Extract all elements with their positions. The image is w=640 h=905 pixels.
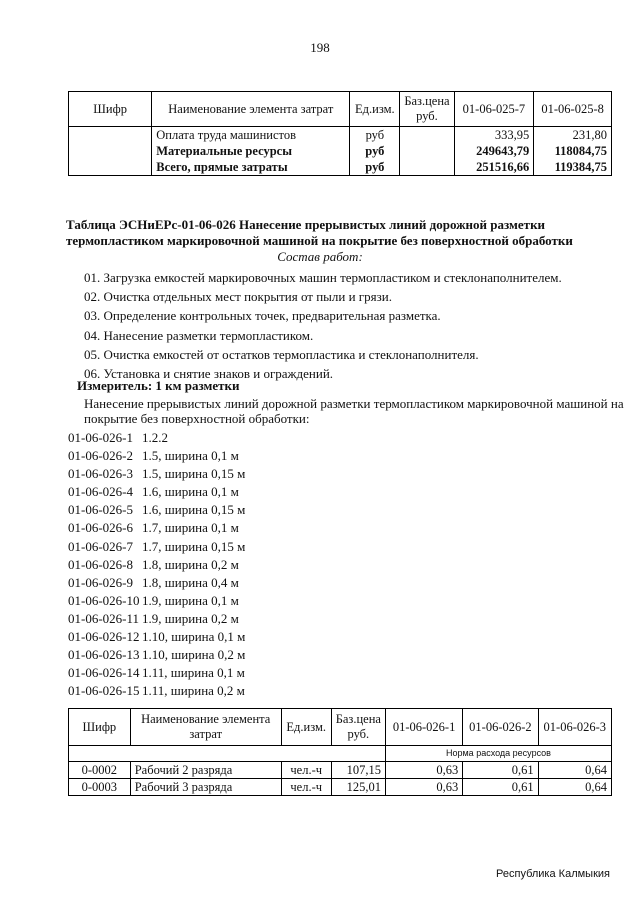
item-text: 1.5, ширина 0,15 м: [142, 466, 246, 482]
item-code: 01-06-026-1: [68, 430, 133, 445]
item-text: 1.6, ширина 0,1 м: [142, 484, 239, 500]
list-item: [68, 429, 245, 447]
works-list: [84, 268, 562, 383]
list-item: [68, 501, 245, 519]
row-unit: руб: [350, 127, 400, 144]
item-code: 01-06-026-11: [68, 610, 140, 626]
item-code: 01-06-026-13: [68, 647, 140, 663]
item-text: 1.8, ширина 0,2 м: [142, 556, 239, 572]
list-item: [68, 628, 245, 646]
row-name: Материальные ресурсы: [152, 143, 350, 159]
item-text: 1.6, ширина 0,15 м: [142, 502, 246, 518]
item-text: 1.5, ширина 0,1 м: [142, 448, 239, 464]
codes-list: [68, 429, 245, 700]
list-item: [68, 682, 245, 700]
row-value-1: 0,63: [385, 779, 462, 796]
list-item: [68, 574, 245, 592]
row-unit: чел.-ч: [281, 779, 331, 796]
list-item: 06. Установка и снятие знаков и ограждений.: [84, 365, 334, 381]
list-item: [68, 538, 245, 556]
row-value-2: 0,61: [463, 762, 538, 779]
header-unit: Ед.изм.: [350, 92, 400, 127]
header-col1: 01-06-025-7: [454, 92, 534, 127]
list-item: [68, 610, 245, 628]
table-header-row: [69, 709, 612, 746]
list-item: 05. Очистка емкостей от остатков термопластика и стеклонаполнителя.: [84, 346, 479, 362]
row-value-1: 251516,66: [454, 159, 534, 176]
item-code: 01-06-026-4: [68, 484, 133, 500]
list-item: [68, 447, 245, 465]
item-code: 01-06-026-14: [68, 665, 140, 681]
row-unit: руб: [350, 143, 400, 159]
list-item: [68, 646, 245, 664]
row-value-3: 0,64: [538, 779, 611, 796]
list-item: [68, 483, 245, 501]
row-price: 107,15: [331, 762, 385, 779]
row-value-2: 0,61: [463, 779, 538, 796]
row-value-3: 0,64: [538, 762, 611, 779]
header-col3: 01-06-026-3: [538, 709, 611, 746]
item-text: 1.9, ширина 0,1 м: [142, 592, 239, 608]
row-unit: руб: [350, 159, 400, 176]
header-unit: Ед.изм.: [281, 709, 331, 746]
row-value-2: 118084,75: [534, 143, 612, 159]
list-item: 03. Определение контрольных точек, предварительная разметка.: [84, 308, 441, 324]
row-value-1: 0,63: [385, 762, 462, 779]
row-name: Всего, прямые затраты: [152, 159, 350, 176]
item-code: 01-06-026-7: [68, 538, 133, 554]
item-code: 01-06-026-15: [68, 683, 140, 699]
item-text: 1.7, ширина 0,1 м: [142, 520, 239, 536]
item-text: 1.10, ширина 0,2 м: [142, 647, 246, 663]
row-value-1: 249643,79: [454, 143, 534, 159]
item-text: 1.11, ширина 0,1 м: [142, 665, 245, 681]
item-text: 1.7, ширина 0,15 м: [142, 538, 246, 554]
header-code: Шифр: [69, 92, 152, 127]
row-name: Рабочий 2 разряда: [130, 762, 281, 779]
row-code: 0-0003: [69, 779, 131, 796]
item-text: 1.11, ширина 0,2 м: [142, 683, 245, 699]
item-code: 01-06-026-8: [68, 556, 133, 572]
table-row: [69, 779, 612, 796]
header-name: Наименование элемента затрат: [152, 92, 350, 127]
table-header-row: [69, 92, 612, 127]
table-row: [69, 762, 612, 779]
list-item: 04. Нанесение разметки термопластиком.: [84, 327, 314, 343]
item-code: 01-06-026-12: [68, 629, 140, 645]
meter-label: Измеритель: 1 км разметки: [77, 378, 240, 393]
row-name: Оплата труда машинистов: [152, 127, 350, 144]
section-title: [66, 217, 586, 249]
row-value-2: 119384,75: [534, 159, 612, 176]
row-price: [400, 159, 454, 176]
header-col2: 01-06-026-2: [463, 709, 538, 746]
section-title-line: термопластиком маркировочной машиной на покрытие без поверхностной обработки: [66, 233, 573, 248]
item-text: 1.2.2: [142, 430, 168, 445]
item-code: 01-06-026-2: [68, 448, 133, 464]
item-code: 01-06-026-3: [68, 466, 133, 482]
table-row: [69, 127, 612, 144]
row-code: 0-0002: [69, 762, 131, 779]
works-subtitle: Состав работ:: [277, 249, 363, 264]
description: Нанесение прерывистых линий дорожной разметки термопластиком маркировочной машиной на покрытие без поверхностной обработки:: [84, 396, 624, 426]
item-code: 01-06-026-5: [68, 502, 133, 518]
cost-table-top: [68, 91, 612, 176]
list-item: [68, 592, 245, 610]
footer-region: Республика Калмыкия: [496, 868, 610, 880]
table-row: [69, 159, 612, 176]
item-text: 1.10, ширина 0,1 м: [142, 629, 246, 645]
norm-row: [69, 746, 612, 762]
header-code: Шифр: [69, 709, 131, 746]
row-value-1: 333,95: [454, 127, 534, 144]
item-code: 01-06-026-10: [68, 592, 140, 608]
row-name: Рабочий 3 разряда: [130, 779, 281, 796]
item-code: 01-06-026-6: [68, 520, 133, 536]
resource-table: [68, 708, 612, 796]
row-price: 125,01: [331, 779, 385, 796]
header-price: Баз.цена руб.: [331, 709, 385, 746]
section-title-line: Таблица ЭСНиЕРс-01-06-026 Нанесение прерывистых линий дорожной разметки: [66, 217, 546, 232]
header-price: Баз.цена руб.: [400, 92, 454, 127]
list-item: [68, 664, 245, 682]
header-col2: 01-06-025-8: [534, 92, 612, 127]
page-number: 198: [310, 40, 330, 55]
row-unit: чел.-ч: [281, 762, 331, 779]
item-text: 1.8, ширина 0,4 м: [142, 574, 239, 590]
header-col1: 01-06-026-1: [385, 709, 462, 746]
item-text: 1.9, ширина 0,2 м: [142, 610, 239, 626]
norm-label: Норма расхода ресурсов: [385, 746, 611, 762]
list-item: 02. Очистка отдельных мест покрытия от пыли и грязи.: [84, 289, 392, 305]
list-item: [68, 556, 245, 574]
item-code: 01-06-026-9: [68, 574, 133, 590]
list-item: 01. Загрузка емкостей маркировочных машин термопластиком и стеклонаполнителем.: [84, 270, 562, 285]
row-value-2: 231,80: [534, 127, 612, 144]
row-price: [400, 127, 454, 144]
table-row: [69, 143, 612, 159]
list-item: [68, 465, 245, 483]
row-price: [400, 143, 454, 159]
header-name: Наименование элемента затрат: [130, 709, 281, 746]
list-item: [68, 519, 245, 537]
